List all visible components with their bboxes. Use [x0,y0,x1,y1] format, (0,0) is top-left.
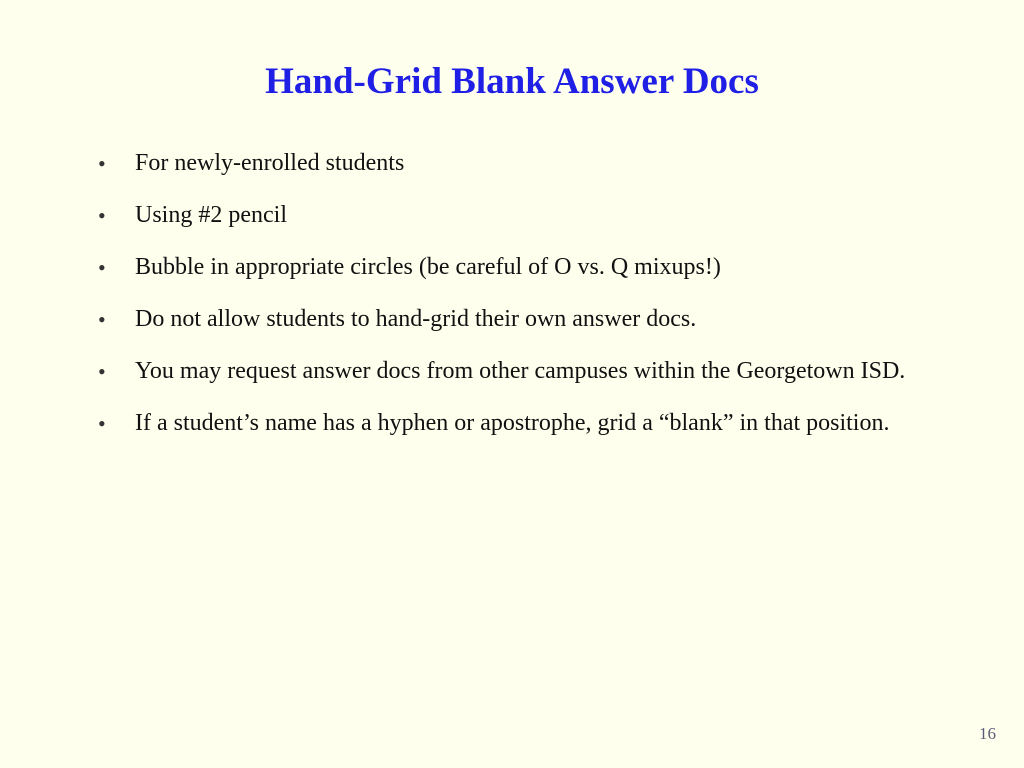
bullet-text: For newly-enrolled students [135,150,405,176]
bullet-text: Bubble in appropriate circles (be careful of O vs. Q mixups!) [135,254,721,280]
bullet-item [98,354,938,389]
bullet-item [98,406,938,441]
page-number: 16 [979,724,996,743]
bullet-icon: • [98,151,106,176]
bullet-list [98,146,938,458]
bullet-item [98,146,938,181]
bullet-icon: • [98,411,106,436]
bullet-icon: • [98,359,106,384]
bullet-item [98,250,938,285]
bullet-icon: • [98,255,106,280]
bullet-icon: • [98,307,106,332]
bullet-item [98,198,938,233]
bullet-icon: • [98,203,106,228]
bullet-text: Using #2 pencil [135,202,287,228]
bullet-text: If a student’s name has a hyphen or apostrophe, grid a “blank” in that position. [135,410,890,436]
bullet-text: Do not allow students to hand-grid their own answer docs. [135,306,697,332]
bullet-item [98,302,938,337]
bullet-text: You may request answer docs from other campuses within the Georgetown ISD. [135,358,906,384]
slide-title: Hand-Grid Blank Answer Docs [265,61,759,102]
